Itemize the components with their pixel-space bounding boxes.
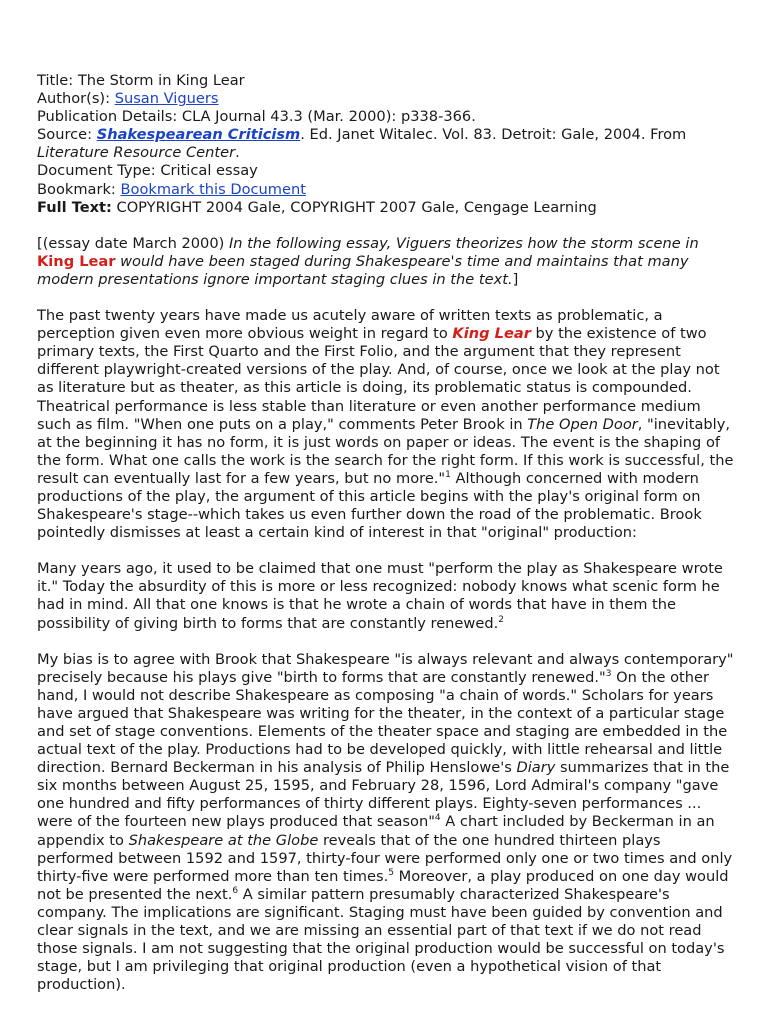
author-label: Author(s): [37, 90, 115, 108]
p3-diary-title: Diary [516, 759, 556, 777]
intro-close: ] [512, 270, 519, 288]
source-italic: Literature Resource Center [37, 144, 236, 162]
footnote-3: 3 [605, 668, 612, 679]
bookmark-label: Bookmark: [37, 180, 121, 198]
intro-open: [(essay date March 2000) [37, 234, 229, 252]
meta-bookmark [37, 181, 737, 199]
p1-text-d: Although concerned with modern productions of the play, the argument of this article begins with the play's original form on Shakespeare's stage--which takes us even further down the road of the problematic. Brook pointedly dismisses at least a certain kind of interest in that "original" production: [37, 469, 702, 542]
meta-author [37, 90, 737, 108]
doctype-value: Critical essay [160, 162, 258, 180]
p3-text-g: A similar pattern presumably characterized Shakespeare's company. The implications are significant. Staging must have been guided by convention and clear signals in the text, and we are missing an essential part of that text if we do not read those signals. I am not suggesting that the original production would be successful on today's stage, but I am privileging that original production (even a hypothetical vision of that production). [37, 885, 725, 994]
source-end: . [235, 144, 240, 162]
intro-italic-2: would have been staged during Shakespeare's time and maintains that many modern presentations ignore important staging clues in the text. [37, 252, 689, 288]
p1-book-title: The Open Door [527, 415, 638, 433]
meta-fulltext [37, 199, 737, 217]
intro-paragraph [37, 235, 737, 289]
author-link[interactable]: Susan Viguers [114, 90, 219, 108]
meta-title [37, 72, 737, 90]
bookmark-link[interactable]: Bookmark this Document [120, 180, 306, 198]
source-link[interactable]: Shakespearean Criticism [96, 126, 301, 144]
doctype-label: Document Type: [37, 162, 161, 180]
p3-text-e: reveals that of the one hundred thirteen plays performed between 1592 and 1597, thirty-four were performed only one or two times and only thirty-five were performed more than ten times. [37, 831, 733, 885]
meta-publication [37, 108, 737, 126]
fulltext-value: COPYRIGHT 2004 Gale, COPYRIGHT 2007 Gale, Cengage Learning [111, 198, 597, 216]
title-value: The Storm in King Lear [77, 72, 245, 89]
title-label: Title: [37, 72, 78, 89]
quote-text: Many years ago, it used to be claimed that one must "perform the play as Shakespeare wrote it." Today the absurdity of this is more or less recognized: nobody knows what scenic form he had in mind. All that one knows is that he wrote a chain of words that have in them the possibility of giving birth to forms that are constantly renewed. [37, 560, 723, 632]
source-rest: . Ed. Janet Witalec. Vol. 83. Detroit: Gale, 2004. From [300, 126, 687, 144]
p3-text-f: Moreover, a play produced on one day would not be presented the next. [37, 867, 729, 903]
p3-globe-title: Shakespeare at the Globe [128, 831, 319, 849]
meta-doctype [37, 162, 737, 180]
p3-text-a: My bias is to agree with Brook that Shakespeare "is always relevant and always contemporary" precisely because his plays give "birth to forms that are constantly renewed." [37, 650, 734, 686]
intro-king-lear: King Lear [37, 252, 116, 270]
body-paragraph-3 [37, 651, 737, 995]
fulltext-label: Full Text: [37, 198, 112, 216]
p3-text-c: summarizes that in the six months between August 25, 1595, and February 28, 1596, Lord Admiral's company "gave one hundred and fifty performances of thirty different plays. Eighty-seven performances ... were of the fourteen new plays produced that season" [37, 759, 730, 831]
p1-text-c: , "inevitably, at the beginning it has no form, it is just words on paper or ideas. The event is the shaping of the form. What one calls the work is the search for the right form. If this work is successful, the result can eventually last for a few years, but no more." [37, 415, 734, 487]
meta-source [37, 126, 737, 162]
footnote-5: 5 [388, 867, 394, 878]
p1-text-b: by the existence of two primary texts, the First Quarto and the First Folio, and the argument that they represent different playwright-created versions of the play. And, of course, once we look at the play not as literature but as theater, as this article is doing, its problematic status is compounded. Theatrical performance is less stable than literature or even another performance medium such as film. "When one puts on a play," comments Peter Brook in [37, 325, 720, 433]
article-page [37, 72, 737, 994]
block-quote [37, 560, 737, 632]
p3-text-d: A chart included by Beckerman in an appendix to [37, 813, 715, 849]
source-label: Source: [37, 126, 97, 144]
footnote-2: 2 [498, 614, 504, 625]
pub-label: Publication Details: [37, 108, 182, 126]
body-paragraph-1 [37, 307, 737, 542]
intro-italic-1: In the following essay, Viguers theorizes how the storm scene in [228, 234, 699, 252]
footnote-1: 1 [445, 470, 451, 481]
p3-text-b: On the other hand, I would not describe Shakespeare as composing "a chain of words." Scholars for years have argued that Shakespeare was writing for the theater, in the context of a particular stage and set of stage conventions. Elements of the theater space and staging are embedded in the actual text of the play. Productions had to be developed quickly, with little rehearsal and little direction. Bernard Beckerman in his analysis of Philip Henslowe's [37, 668, 728, 777]
footnote-4: 4 [434, 813, 441, 824]
pub-value: CLA Journal 43.3 (Mar. 2000): p338-366. [181, 108, 476, 126]
p1-text-a: The past twenty years have made us acutely aware of written texts as problematic, a perception given even more obvious weight in regard to [37, 307, 663, 343]
footnote-6: 6 [232, 885, 239, 896]
p1-king-lear: King Lear [452, 325, 531, 343]
